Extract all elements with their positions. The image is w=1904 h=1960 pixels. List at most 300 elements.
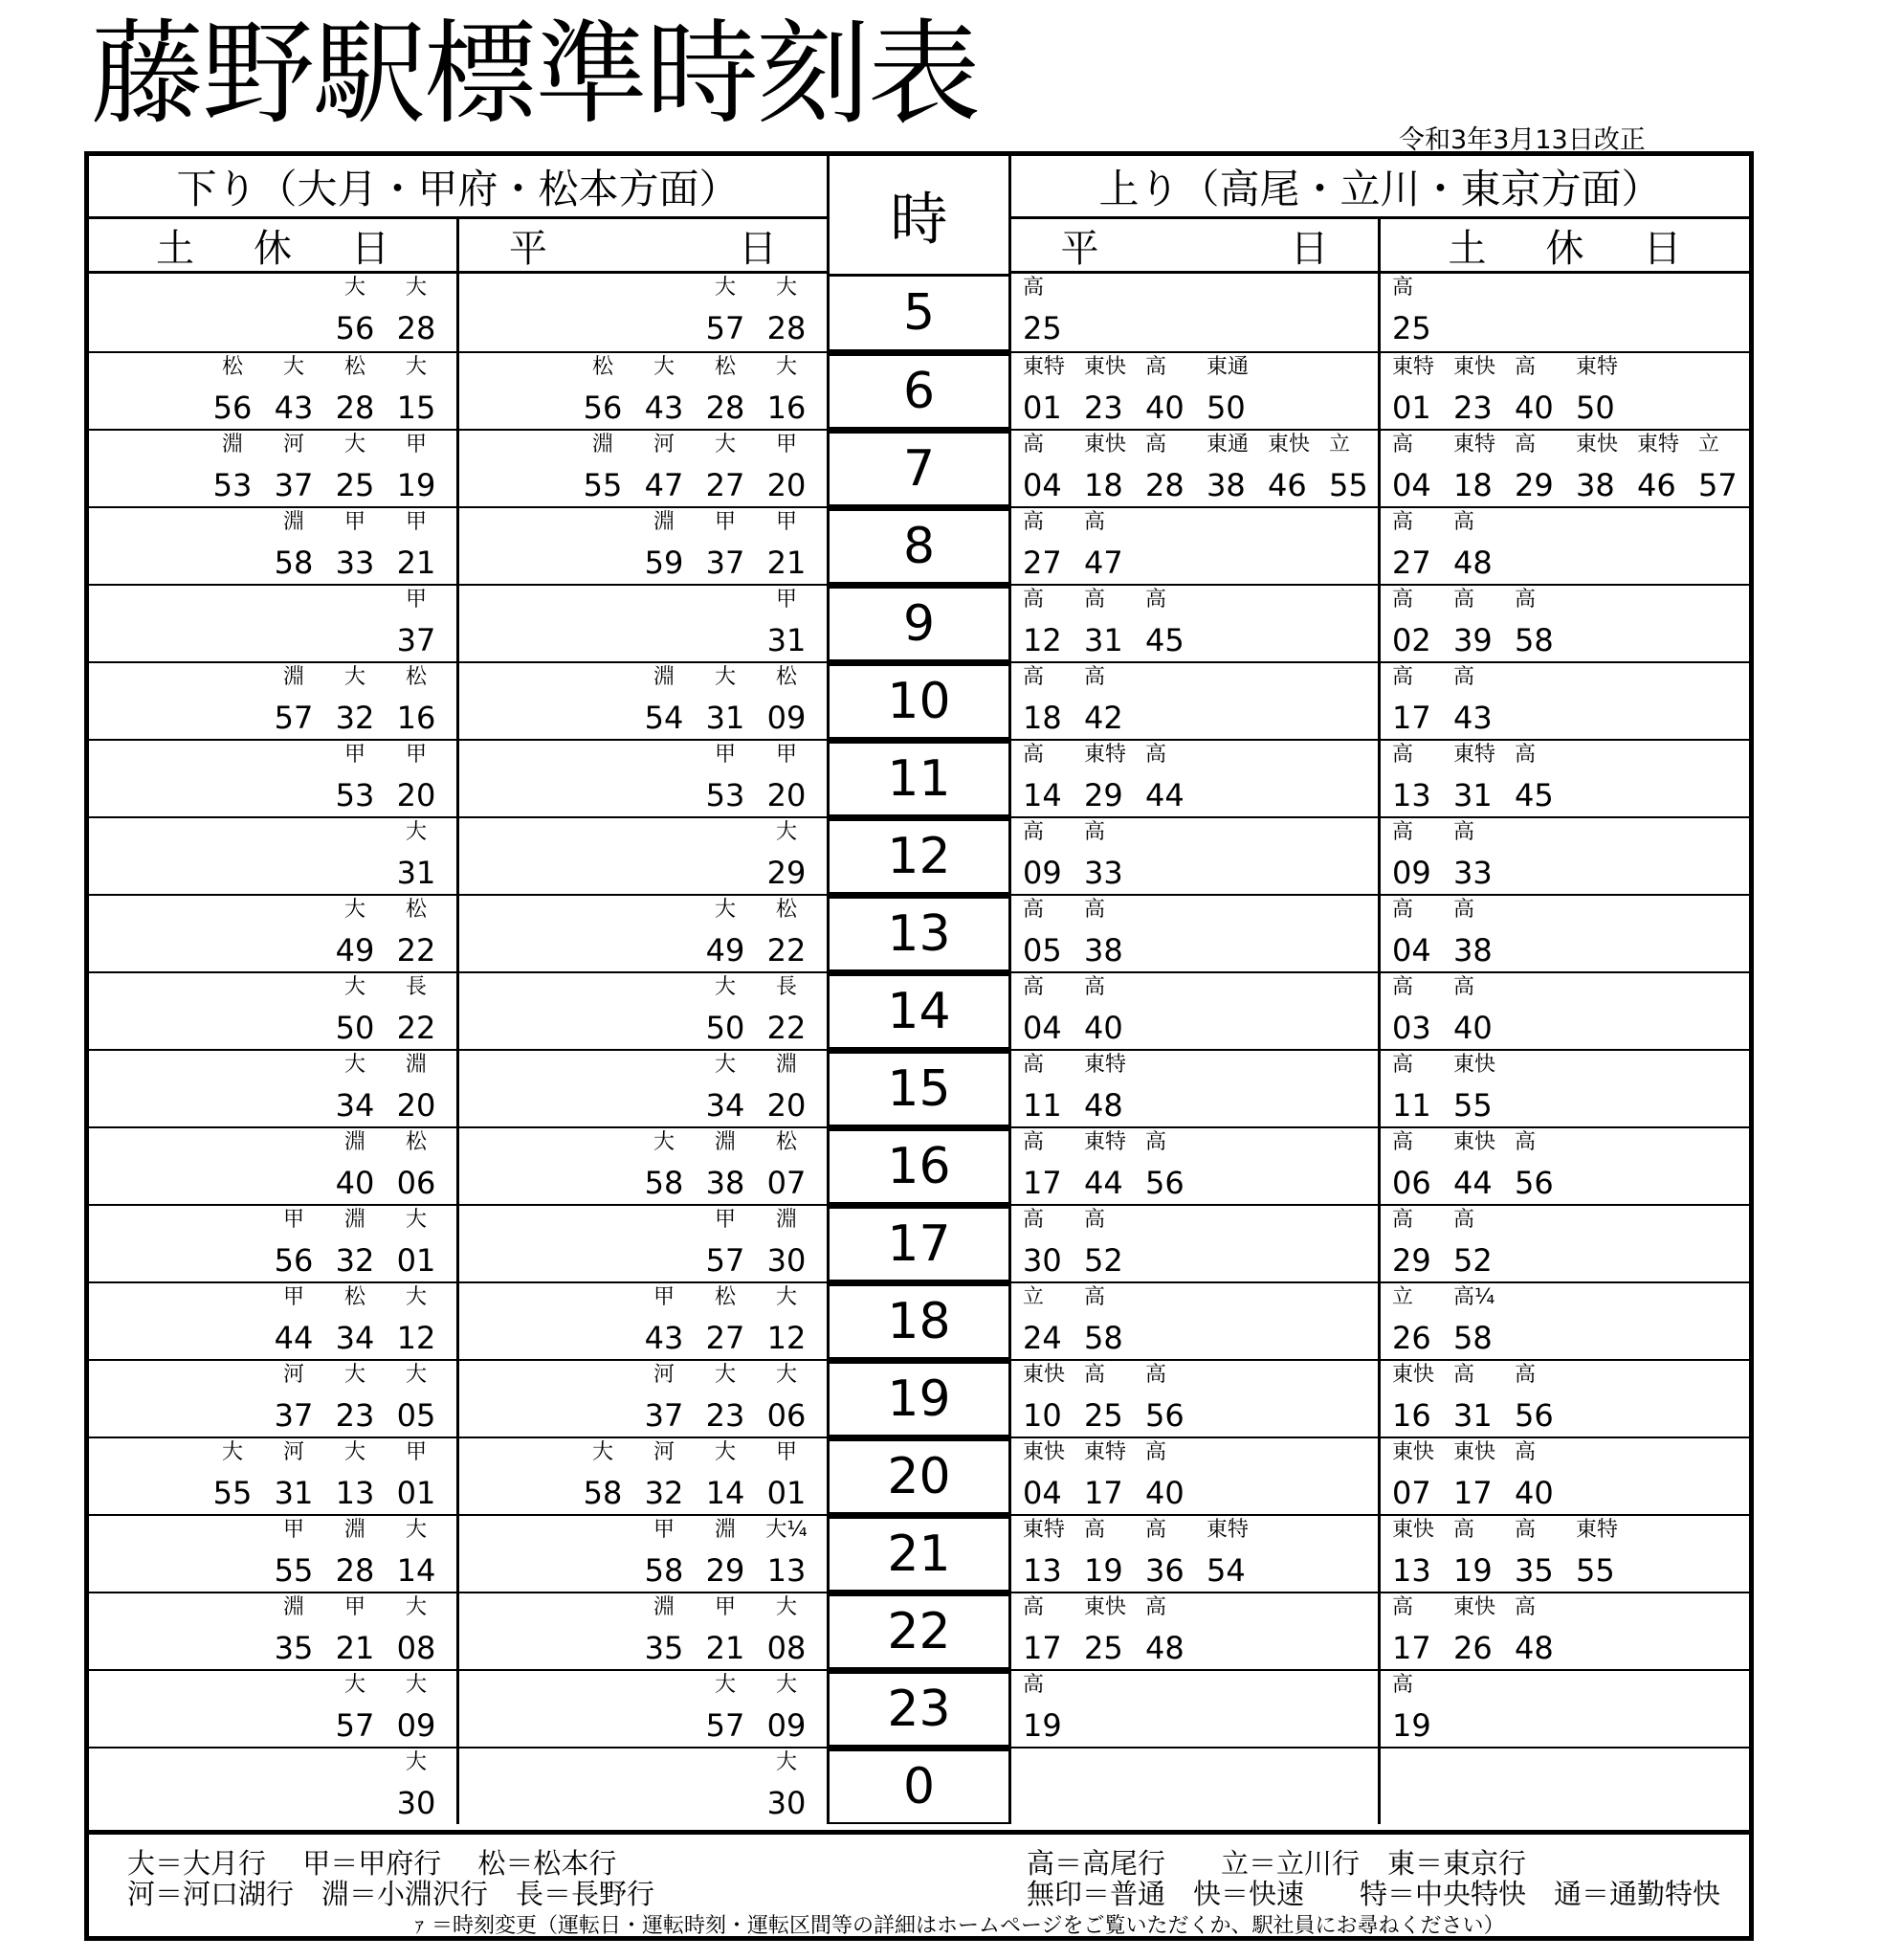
down-weekday-cell <box>459 353 830 429</box>
departure-minute: 08 <box>396 1630 436 1666</box>
train-type-label: 高 <box>1453 1363 1475 1387</box>
departure-minute: 21 <box>705 1630 745 1666</box>
departure <box>387 1748 445 1824</box>
departure-minute: 55 <box>1329 467 1368 503</box>
train-type-label: 甲 <box>775 588 797 612</box>
train-type-label: 淵 <box>591 433 613 457</box>
train-type-label: 淵 <box>714 1518 736 1542</box>
hour-header: 時 <box>830 156 1011 274</box>
departure <box>387 896 445 971</box>
train-type-label: 高 <box>1145 1363 1167 1387</box>
train-type-label: 高 <box>1515 1518 1537 1542</box>
hour-row <box>89 274 1749 351</box>
train-type-label: 甲 <box>714 1595 736 1619</box>
departure-minute: 38 <box>1207 467 1246 503</box>
down-holiday-cell <box>89 586 459 661</box>
hour-row <box>89 894 1749 971</box>
train-type-label: 高 <box>1515 1440 1537 1464</box>
departure <box>1576 353 1633 429</box>
up-holiday-cell <box>1381 508 1749 584</box>
departure <box>326 973 384 1049</box>
departure-minute: 58 <box>274 545 314 581</box>
train-type-label: 高 <box>1023 276 1045 300</box>
departure-minute: 19 <box>396 467 436 503</box>
up-holiday-header <box>1381 219 1749 274</box>
departure-minute: 20 <box>766 1087 807 1124</box>
train-type-label: 松 <box>775 665 797 689</box>
train-type-label: 東特 <box>1084 1130 1127 1154</box>
departure <box>1084 741 1141 816</box>
departure-minute: 49 <box>705 932 745 969</box>
departure-minute: 08 <box>766 1630 807 1666</box>
train-type-label: 高 <box>1392 1595 1414 1619</box>
page-title: 藤野駅標準時刻表 <box>91 8 980 140</box>
departure-minute: 31 <box>396 855 436 891</box>
train-type-label: 高 <box>1453 665 1475 689</box>
departure-minute: 30 <box>1023 1242 1062 1279</box>
hour-row <box>89 661 1749 739</box>
departure <box>1515 431 1572 506</box>
departure-minute: 53 <box>212 467 253 503</box>
departure-minute: 23 <box>705 1397 745 1434</box>
train-type-label: 大 <box>282 355 304 379</box>
departure <box>1453 1516 1511 1592</box>
departure <box>1023 1516 1080 1592</box>
up-weekday-cell <box>1011 741 1381 816</box>
departure-minute: 12 <box>1023 622 1062 658</box>
departure <box>1268 431 1325 506</box>
train-type-label: 大 <box>405 276 427 300</box>
departure-minute: 32 <box>335 1242 375 1279</box>
departure <box>387 1051 445 1126</box>
train-type-label: 立 <box>1698 433 1720 457</box>
train-type-label: 高 <box>1145 1440 1167 1464</box>
departure-minute: 56 <box>212 390 253 426</box>
departure-minute: 27 <box>705 467 745 503</box>
train-type-label: 松 <box>405 898 427 922</box>
train-type-label: 高 <box>1023 510 1045 534</box>
hour-row <box>89 1514 1749 1592</box>
train-type-label: 大 <box>343 276 365 300</box>
up-weekday-cell <box>1011 1361 1381 1437</box>
hour-row <box>89 1669 1749 1747</box>
train-type-label: 甲 <box>405 510 427 534</box>
train-type-label: 高 <box>1515 1363 1537 1387</box>
down-holiday-char-1: 土 <box>156 226 194 271</box>
departure <box>1392 663 1450 739</box>
departure-minute: 10 <box>1023 1397 1062 1434</box>
departure <box>758 1128 815 1204</box>
departure-minute: 57 <box>335 1707 375 1744</box>
departure-minute: 12 <box>766 1320 807 1356</box>
departure-minute: 38 <box>1576 467 1615 503</box>
departure <box>1084 1438 1141 1514</box>
departure <box>204 1438 261 1514</box>
departure <box>697 1051 754 1126</box>
down-holiday-cell <box>89 818 459 894</box>
up-holiday-cell <box>1381 1671 1749 1747</box>
departure <box>1145 1438 1203 1514</box>
departure-minute: 42 <box>1084 700 1123 736</box>
departure <box>1453 431 1511 506</box>
train-type-label: 松 <box>221 355 243 379</box>
down-holiday-char-2: 休 <box>254 226 292 271</box>
departure <box>387 1593 445 1669</box>
train-type-label: 高 <box>1084 1285 1106 1309</box>
departure <box>326 1128 384 1204</box>
train-type-label: 大 <box>405 1750 427 1774</box>
train-type-label: 淵 <box>282 1595 304 1619</box>
train-type-label: 高 <box>1023 588 1045 612</box>
down-holiday-cell <box>89 508 459 584</box>
departure-minute: 29 <box>1515 467 1554 503</box>
departure <box>1023 1051 1080 1126</box>
departure-minute: 09 <box>766 700 807 736</box>
up-holiday-cell <box>1381 1593 1749 1669</box>
departure <box>1084 353 1141 429</box>
down-weekday-cell <box>459 1748 830 1824</box>
up-holiday-cell <box>1381 663 1749 739</box>
up-weekday-header <box>1011 219 1381 274</box>
train-type-label: 甲 <box>714 743 736 767</box>
train-type-label: 淵 <box>343 1518 365 1542</box>
train-type-label: 東快 <box>1453 355 1496 379</box>
departure <box>697 1671 754 1747</box>
train-type-label: 大 <box>343 975 365 999</box>
departure <box>1453 741 1511 816</box>
train-type-label: 淵 <box>653 665 675 689</box>
departure <box>1515 353 1572 429</box>
hour-cell: 6 <box>830 353 1011 429</box>
train-type-label: 高 <box>1023 1208 1045 1232</box>
down-holiday-cell <box>89 353 459 429</box>
hour-row <box>89 816 1749 894</box>
train-type-label: 高 <box>1145 1518 1167 1542</box>
train-type-label: 大 <box>714 1440 736 1464</box>
up-holiday-cell <box>1381 1051 1749 1126</box>
departure-minute: 59 <box>644 545 684 581</box>
train-type-label: 高 <box>1084 588 1106 612</box>
departure <box>1084 896 1141 971</box>
train-type-label: 淵 <box>221 433 243 457</box>
departure <box>387 1128 445 1204</box>
departure <box>1023 1283 1080 1359</box>
train-type-label: 甲 <box>343 743 365 767</box>
train-type-label: 松 <box>343 1285 365 1309</box>
departure-minute: 26 <box>1392 1320 1431 1356</box>
departure-minute: 44 <box>274 1320 314 1356</box>
departure <box>1515 741 1572 816</box>
departure-minute: 21 <box>396 545 436 581</box>
departure-minute: 18 <box>1453 467 1493 503</box>
up-direction-header: 上り（高尾・立川・東京方面） <box>1011 156 1749 219</box>
up-holiday-cell <box>1381 741 1749 816</box>
departure-minute: 28 <box>705 390 745 426</box>
departure <box>635 663 693 739</box>
legend-down-line-2: 河＝河口湖行 淵＝小淵沢行 長＝長野行 <box>127 1878 655 1910</box>
train-type-label: 東快 <box>1023 1363 1066 1387</box>
up-weekday-cell <box>1011 1128 1381 1204</box>
departure-minute: 37 <box>644 1397 684 1434</box>
hour-cell: 17 <box>830 1206 1011 1281</box>
departure <box>1145 1128 1203 1204</box>
train-type-label: 東快 <box>1023 1440 1066 1464</box>
departure <box>1453 663 1511 739</box>
train-type-label: 東快 <box>1392 1363 1435 1387</box>
up-holiday-cell <box>1381 1516 1749 1592</box>
departure <box>1023 896 1080 971</box>
train-type-label: 東快 <box>1268 433 1311 457</box>
down-weekday-cell <box>459 741 830 816</box>
train-type-label: 淵 <box>714 1130 736 1154</box>
departure-minute: 06 <box>766 1397 807 1434</box>
train-type-label: 河 <box>282 1363 304 1387</box>
train-type-label: 大 <box>343 433 365 457</box>
train-type-label: 高 <box>1392 433 1414 457</box>
hour-cell: 11 <box>830 741 1011 816</box>
departure <box>758 274 815 351</box>
departure <box>1453 353 1511 429</box>
train-type-label: 大 <box>405 820 427 844</box>
departure <box>1023 586 1080 661</box>
departure-minute: 11 <box>1392 1087 1431 1124</box>
departure <box>1145 1516 1203 1592</box>
departure-minute: 05 <box>396 1397 436 1434</box>
train-type-label: 大 <box>343 665 365 689</box>
departure <box>697 1206 754 1281</box>
departure <box>1023 1206 1080 1281</box>
down-weekday-char-2: 日 <box>739 226 777 271</box>
departure-minute: 05 <box>1023 932 1062 969</box>
down-holiday-cell <box>89 1361 459 1437</box>
train-type-label: 大 <box>775 820 797 844</box>
departure <box>326 353 384 429</box>
down-weekday-cell <box>459 1283 830 1359</box>
departure <box>1453 508 1511 584</box>
departure <box>1515 1361 1572 1437</box>
departure-minute: 01 <box>766 1475 807 1511</box>
departure <box>265 663 322 739</box>
train-type-label: 淵 <box>343 1130 365 1154</box>
departure-minute: 12 <box>396 1320 436 1356</box>
train-type-label: 高 <box>1392 975 1414 999</box>
departure-minute: 58 <box>583 1475 623 1511</box>
departure-minute: 07 <box>766 1165 807 1201</box>
train-type-label: 高 <box>1084 975 1106 999</box>
train-type-label: 高 <box>1023 1130 1045 1154</box>
hour-row <box>89 1281 1749 1359</box>
departure <box>758 1671 815 1747</box>
train-type-label: 長 <box>775 975 797 999</box>
departure <box>326 431 384 506</box>
train-type-label: 甲 <box>405 1440 427 1464</box>
departure-minute: 56 <box>583 390 623 426</box>
train-type-label: 大 <box>405 355 427 379</box>
train-type-label: 東特 <box>1023 1518 1066 1542</box>
departure <box>758 896 815 971</box>
departure <box>1023 1593 1080 1669</box>
departure-minute: 03 <box>1392 1010 1431 1046</box>
train-type-label: 淵 <box>405 1053 427 1077</box>
hour-cell: 5 <box>830 274 1011 351</box>
departure-minute: 35 <box>1515 1552 1554 1589</box>
train-type-label: 東特 <box>1023 355 1066 379</box>
departure-minute: 25 <box>335 467 375 503</box>
up-weekday-cell <box>1011 896 1381 971</box>
up-weekday-cell <box>1011 274 1381 351</box>
departure-minute: 13 <box>1023 1552 1062 1589</box>
departure-minute: 02 <box>1392 622 1431 658</box>
train-type-label: 大 <box>591 1440 613 1464</box>
departure-minute: 22 <box>396 932 436 969</box>
departure <box>758 1283 815 1359</box>
departure-minute: 56 <box>1515 1397 1554 1434</box>
train-type-label: 河 <box>282 1440 304 1464</box>
departure <box>387 1516 445 1592</box>
departure <box>1084 1128 1141 1204</box>
departure <box>1392 508 1450 584</box>
train-type-label: 大 <box>714 1053 736 1077</box>
departure <box>758 431 815 506</box>
up-holiday-cell <box>1381 353 1749 429</box>
departure <box>635 1128 693 1204</box>
departure-minute: 30 <box>766 1242 807 1279</box>
departure <box>635 431 693 506</box>
departure <box>387 973 445 1049</box>
departure-minute: 16 <box>766 390 807 426</box>
up-weekday-cell <box>1011 1206 1381 1281</box>
departure <box>1084 1206 1141 1281</box>
departure <box>635 1516 693 1592</box>
departure <box>697 1438 754 1514</box>
legend <box>89 1830 1749 1936</box>
departure-minute: 28 <box>766 310 807 346</box>
departure <box>1453 1593 1511 1669</box>
departure-minute: 43 <box>644 1320 684 1356</box>
down-holiday-cell <box>89 1206 459 1281</box>
departure <box>758 1516 815 1592</box>
departure-minute: 04 <box>1392 932 1431 969</box>
train-type-label: 東快 <box>1084 355 1127 379</box>
up-holiday-cell <box>1381 818 1749 894</box>
departure-minute: 50 <box>705 1010 745 1046</box>
train-type-label: 東快 <box>1084 433 1127 457</box>
up-holiday-char-3: 日 <box>1643 226 1682 271</box>
train-type-label: 高 <box>1515 743 1537 767</box>
down-weekday-cell <box>459 586 830 661</box>
departure <box>265 1283 322 1359</box>
departure <box>1392 431 1450 506</box>
departure-minute: 07 <box>1392 1475 1431 1511</box>
train-type-label: 大 <box>405 1285 427 1309</box>
train-type-label: 高 <box>1515 1130 1537 1154</box>
legend-up-line-1: 高＝高尾行 立＝立川行 東＝東京行 <box>1027 1847 1527 1880</box>
departure <box>1023 1361 1080 1437</box>
departure <box>1453 1283 1511 1359</box>
departure <box>387 431 445 506</box>
down-holiday-cell <box>89 1516 459 1592</box>
down-weekday-cell <box>459 1516 830 1592</box>
train-type-label: 東快 <box>1576 433 1619 457</box>
departure-minute: 33 <box>1084 855 1123 891</box>
departure-minute: 24 <box>1023 1320 1062 1356</box>
down-holiday-cell <box>89 1051 459 1126</box>
departure <box>1515 586 1572 661</box>
hour-row <box>89 429 1749 506</box>
train-type-label: 高 <box>1084 510 1106 534</box>
up-weekday-char-1: 平 <box>1060 226 1099 271</box>
departure-minute: 43 <box>274 390 314 426</box>
departure-minute: 35 <box>274 1630 314 1666</box>
departure-minute: 14 <box>396 1552 436 1589</box>
train-type-label: 大 <box>714 1363 736 1387</box>
hour-cell: 12 <box>830 818 1011 894</box>
departure-minute: 44 <box>1084 1165 1123 1201</box>
hour-row <box>89 1747 1749 1824</box>
train-type-label: 大 <box>775 1595 797 1619</box>
train-type-label: 東特 <box>1084 1440 1127 1464</box>
hour-cell: 16 <box>830 1128 1011 1204</box>
departure <box>1392 353 1450 429</box>
departure-minute: 17 <box>1453 1475 1493 1511</box>
departure-minute: 36 <box>1145 1552 1184 1589</box>
departure <box>1023 1671 1080 1747</box>
departure <box>326 508 384 584</box>
departure-minute: 19 <box>1023 1707 1062 1744</box>
departure <box>1576 431 1633 506</box>
departure-minute: 52 <box>1453 1242 1493 1279</box>
departure-minute: 50 <box>1576 390 1615 426</box>
train-type-label: 河 <box>653 1363 675 1387</box>
departure-minute: 04 <box>1023 1010 1062 1046</box>
up-holiday-cell <box>1381 1438 1749 1514</box>
train-type-label: 大 <box>714 975 736 999</box>
departure <box>1084 818 1141 894</box>
train-type-label: 大 <box>714 898 736 922</box>
departure-minute: 09 <box>396 1707 436 1744</box>
departure <box>697 1361 754 1437</box>
departure <box>1392 1438 1450 1514</box>
train-type-label: 高 <box>1453 1518 1475 1542</box>
departure-minute: 18 <box>1084 467 1123 503</box>
up-weekday-cell <box>1011 1671 1381 1747</box>
down-weekday-cell <box>459 1438 830 1514</box>
departure <box>1145 1361 1203 1437</box>
departure-minute: 56 <box>335 310 375 346</box>
down-weekday-cell <box>459 508 830 584</box>
train-type-label: 東快 <box>1084 1595 1127 1619</box>
departure-minute: 56 <box>1145 1397 1184 1434</box>
train-type-label: 大 <box>653 1130 675 1154</box>
up-weekday-cell <box>1011 1516 1381 1592</box>
hour-cell: 14 <box>830 973 1011 1049</box>
departure-minute: 57 <box>705 310 745 346</box>
departure <box>265 1361 322 1437</box>
departure-minute: 56 <box>274 1242 314 1279</box>
departure <box>265 1438 322 1514</box>
departure <box>1392 973 1450 1049</box>
departure <box>1392 1516 1450 1592</box>
departure <box>326 741 384 816</box>
departure <box>635 508 693 584</box>
departure <box>1453 1361 1511 1437</box>
down-weekday-cell <box>459 1206 830 1281</box>
train-type-label: 東特 <box>1453 433 1496 457</box>
train-type-label: 大 <box>343 1053 365 1077</box>
train-type-label: 東通 <box>1207 433 1250 457</box>
departure <box>1392 1128 1450 1204</box>
up-weekday-cell <box>1011 818 1381 894</box>
